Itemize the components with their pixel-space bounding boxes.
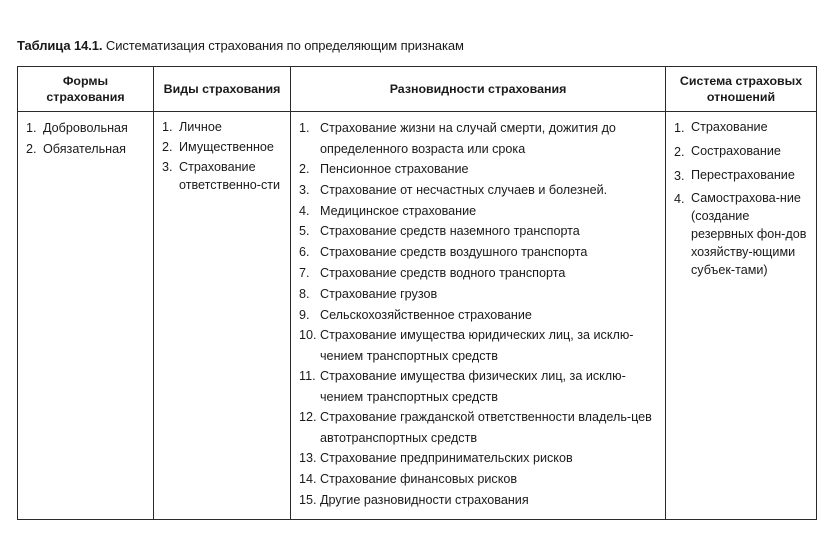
table-body-row bbox=[18, 112, 817, 520]
list-item-number: 1. bbox=[299, 121, 310, 135]
type-item bbox=[162, 138, 284, 156]
header-relations-system: Система страховых отношений bbox=[666, 67, 817, 112]
list-item-text: Медицинское страхование bbox=[320, 203, 477, 218]
variety-item bbox=[299, 159, 659, 180]
relation-item bbox=[674, 142, 810, 163]
list-item-number: 9. bbox=[299, 307, 310, 322]
forms-list bbox=[26, 118, 147, 160]
list-item-text: Самострахова-ние (создание резервных фон-дов хозяйству-ющими субъек-тами) bbox=[691, 191, 807, 278]
list-item-number: 6. bbox=[299, 245, 310, 260]
list-item-text: Страхование средств воздушного транспорта bbox=[320, 245, 588, 260]
list-item-text: Страхование грузов bbox=[320, 286, 438, 301]
varieties-list bbox=[299, 118, 659, 511]
types-cell bbox=[154, 112, 291, 520]
list-item-number: 3. bbox=[299, 182, 310, 197]
list-item-number: 7. bbox=[299, 265, 310, 280]
list-item-number: 3. bbox=[674, 168, 685, 183]
forms-cell bbox=[18, 112, 154, 520]
list-item-text: Страхование финансовых рисков bbox=[320, 472, 518, 487]
list-item-number: 2. bbox=[299, 162, 310, 176]
form-item bbox=[26, 118, 147, 139]
table-caption-label: Таблица 14.1. bbox=[17, 38, 103, 53]
list-item-text: Пенсионное страхование bbox=[320, 162, 469, 176]
list-item-number: 14. bbox=[299, 472, 317, 487]
variety-item bbox=[299, 118, 659, 159]
header-forms: Формы страхования bbox=[18, 67, 154, 112]
list-item-text: Страхование ответственно-сти bbox=[179, 160, 281, 192]
variety-item bbox=[299, 284, 659, 305]
relations-list bbox=[674, 118, 810, 279]
list-item-text: Страхование имущества юридических лиц, за исклю-чением транспортных средств bbox=[320, 328, 634, 363]
list-item-number: 1. bbox=[26, 121, 37, 135]
list-item-text: Страхование bbox=[691, 120, 768, 134]
table-header-row bbox=[18, 67, 817, 112]
variety-item bbox=[299, 469, 659, 490]
list-item-text: Страхование имущества физических лиц, за исклю-чением транспортных средств bbox=[320, 369, 626, 404]
list-item-text: Страхование гражданской ответственности владель-цев автотранспортных средств bbox=[320, 410, 652, 445]
list-item-number: 2. bbox=[26, 141, 37, 156]
variety-item bbox=[299, 407, 659, 448]
variety-item bbox=[299, 305, 659, 326]
table-caption-text: Систематизация страхования по определяющим признакам bbox=[102, 38, 464, 53]
list-item-number: 10. bbox=[299, 328, 317, 343]
variety-item bbox=[299, 180, 659, 201]
list-item-number: 1. bbox=[162, 120, 173, 134]
relation-item bbox=[674, 118, 810, 139]
variety-item bbox=[299, 221, 659, 242]
list-item-text: Страхование предпринимательских рисков bbox=[320, 451, 573, 466]
list-item-text: Страхование жизни на случай смерти, дожития до определенного возраста или срока bbox=[320, 121, 616, 156]
list-item-number: 4. bbox=[674, 192, 685, 207]
insurance-classification-table bbox=[17, 66, 817, 520]
relation-item bbox=[674, 189, 810, 279]
list-item-number: 2. bbox=[674, 144, 685, 159]
list-item-text: Сельскохозяйственное страхование bbox=[320, 307, 532, 322]
relation-item bbox=[674, 166, 810, 187]
list-item-number: 15. bbox=[299, 492, 317, 507]
variety-item bbox=[299, 263, 659, 284]
list-item-text: Страхование от несчастных случаев и болезней. bbox=[320, 182, 608, 197]
variety-item bbox=[299, 448, 659, 469]
list-item-text: Другие разновидности страхования bbox=[320, 492, 529, 507]
list-item-text: Страхование средств наземного транспорта bbox=[320, 224, 580, 239]
list-item-number: 2. bbox=[162, 140, 173, 154]
list-item-text: Перестрахование bbox=[691, 167, 795, 182]
relations-cell bbox=[666, 112, 817, 520]
variety-item bbox=[299, 366, 659, 407]
type-item bbox=[162, 158, 284, 194]
header-types: Виды страхования bbox=[154, 67, 291, 112]
list-item-text: Имущественное bbox=[179, 140, 274, 154]
types-list bbox=[162, 118, 284, 194]
list-item-text: Страхование средств водного транспорта bbox=[320, 265, 566, 280]
list-item-text: Добровольная bbox=[43, 121, 128, 135]
table-caption bbox=[17, 38, 464, 53]
type-item bbox=[162, 118, 284, 136]
header-varieties: Разновидности страхования bbox=[291, 67, 666, 112]
list-item-text: Обязательная bbox=[43, 141, 126, 156]
list-item-number: 8. bbox=[299, 286, 310, 301]
list-item-number: 1. bbox=[674, 121, 685, 135]
variety-item bbox=[299, 325, 659, 366]
variety-item bbox=[299, 201, 659, 222]
list-item-number: 4. bbox=[299, 203, 310, 218]
form-item bbox=[26, 139, 147, 160]
list-item-number: 11. bbox=[299, 369, 316, 384]
variety-item bbox=[299, 242, 659, 263]
list-item-number: 12. bbox=[299, 410, 317, 425]
varieties-cell bbox=[291, 112, 666, 520]
variety-item bbox=[299, 490, 659, 511]
list-item-number: 3. bbox=[162, 160, 173, 174]
list-item-number: 13. bbox=[299, 451, 317, 466]
list-item-text: Сострахование bbox=[691, 143, 781, 158]
list-item-text: Личное bbox=[179, 120, 222, 134]
list-item-number: 5. bbox=[299, 224, 310, 239]
